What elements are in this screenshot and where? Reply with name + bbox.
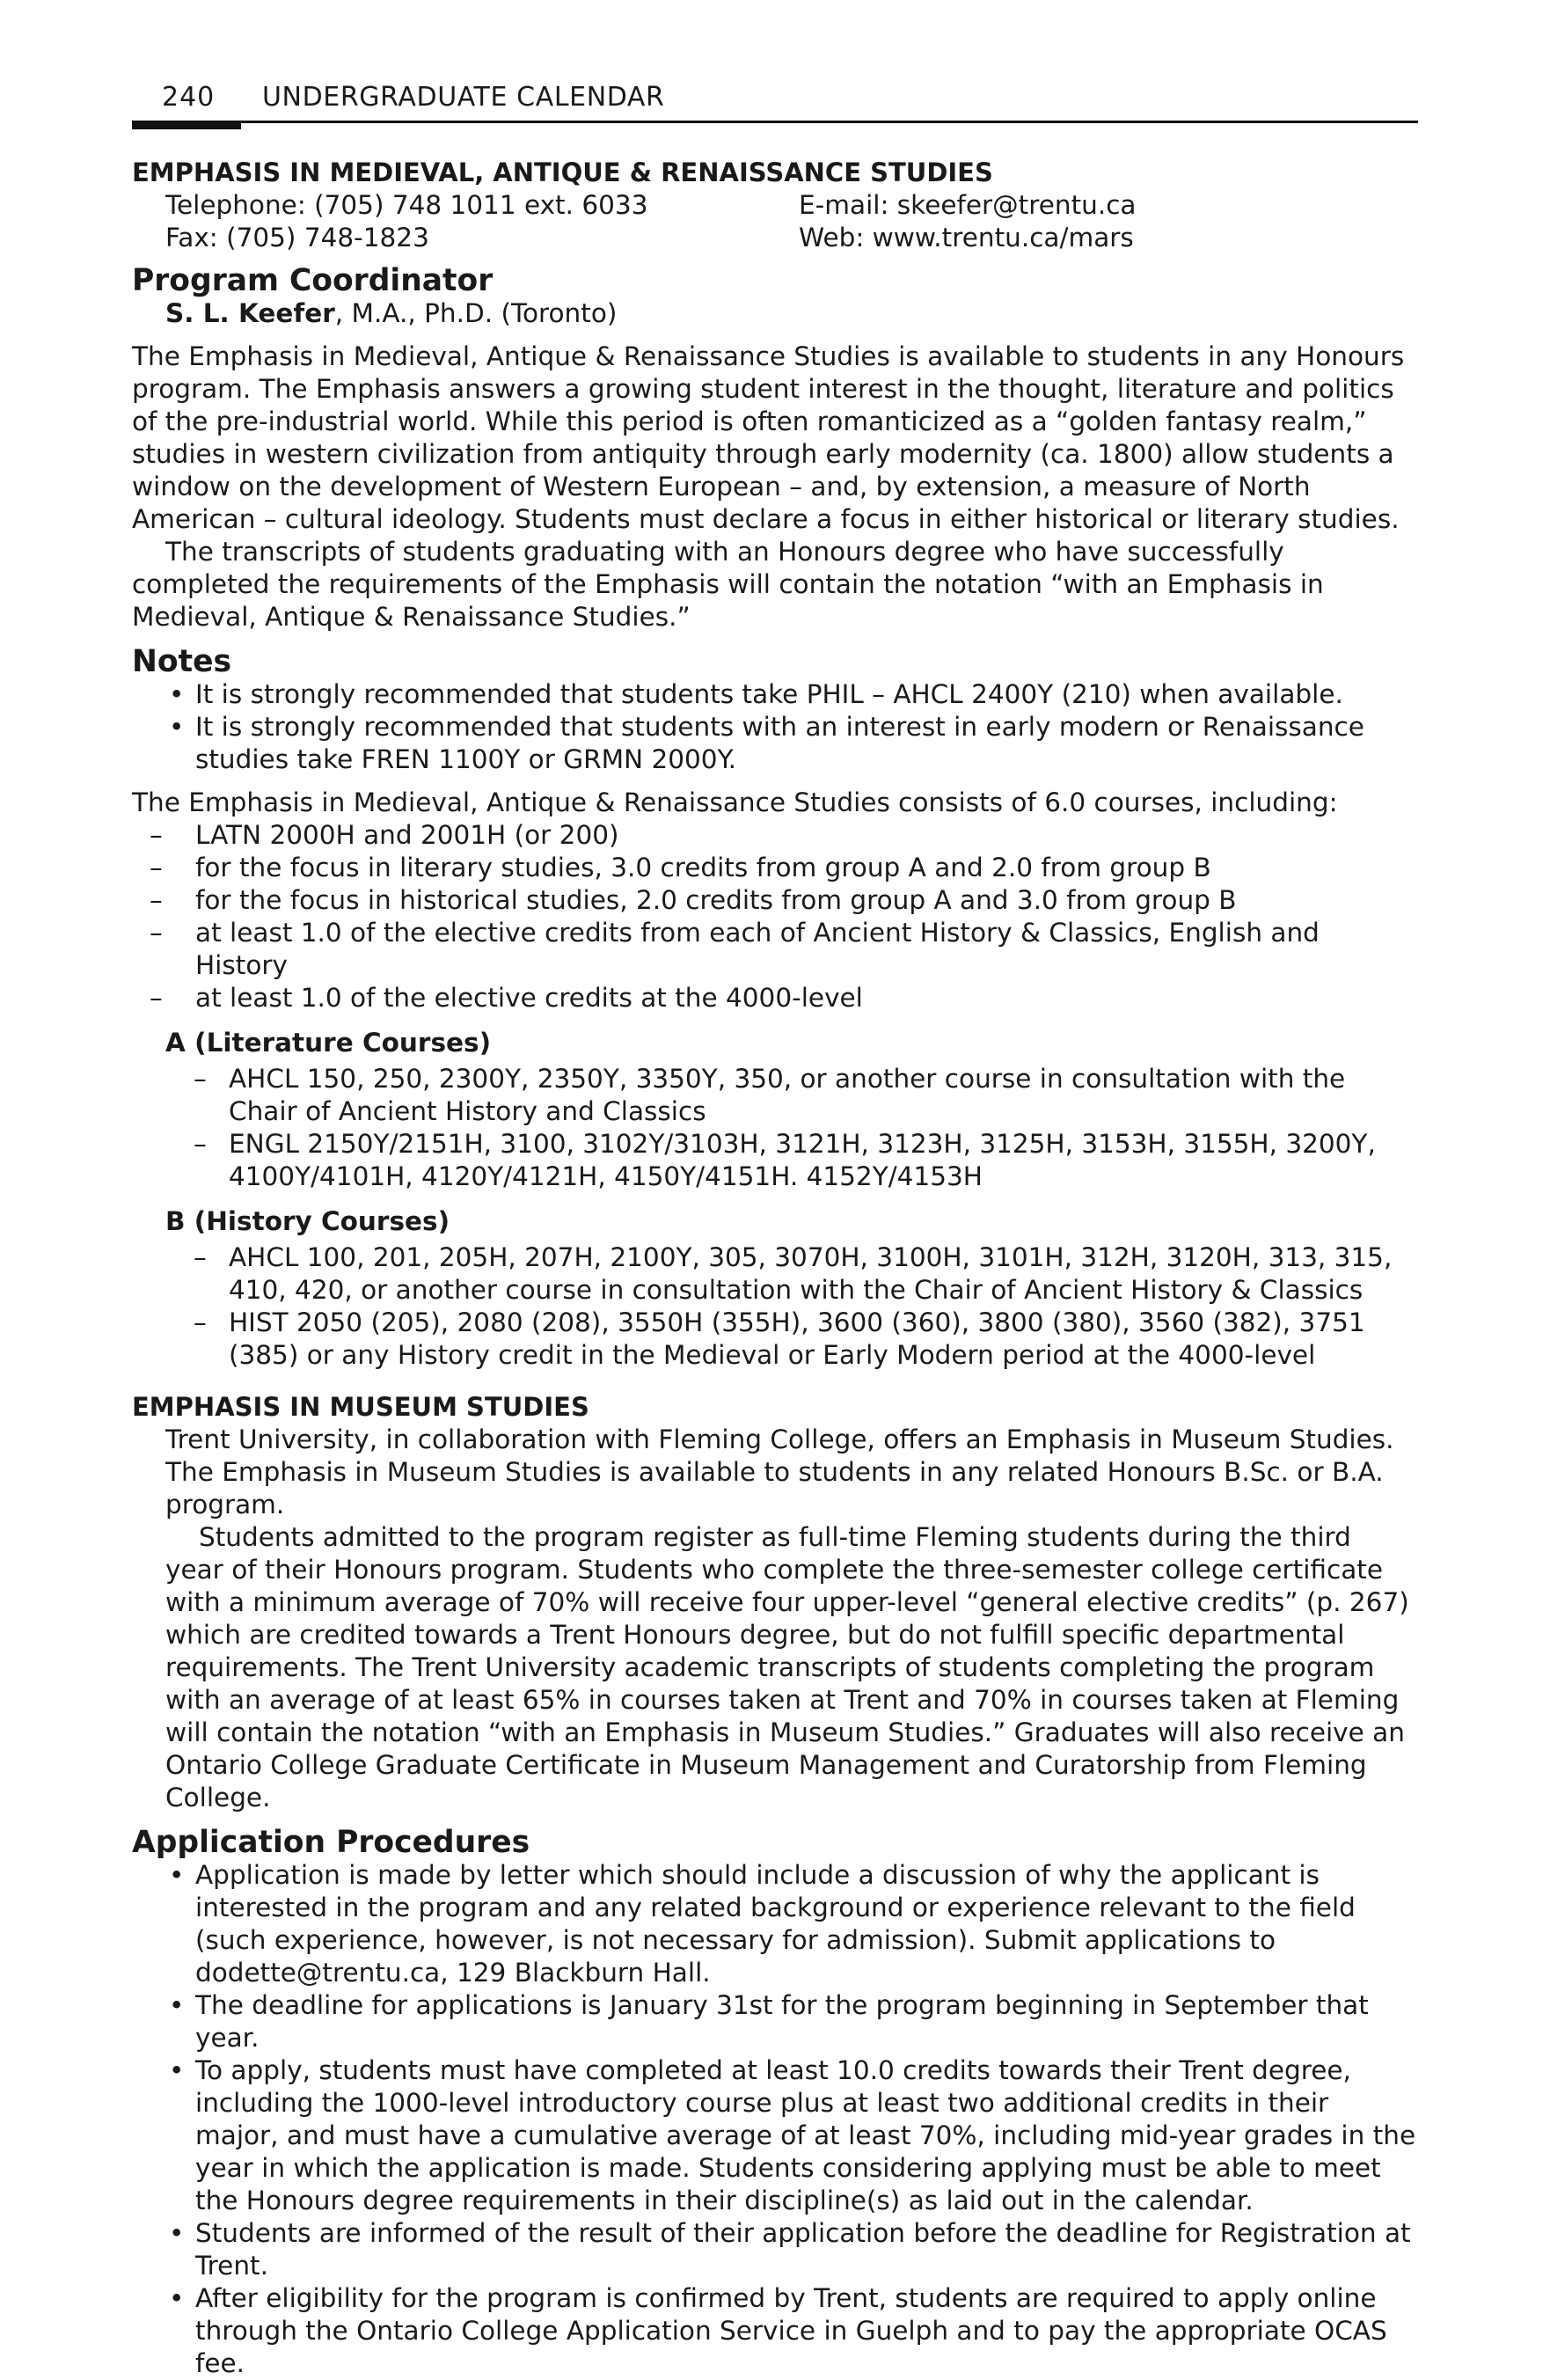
dash-icon: – [150,983,163,1013]
list-item: • It is strongly recommended that students with an interest in early modern or Renaissance studies take FREN 1100Y or GRMN 2000Y. [169,712,1364,774]
list-item: – at least 1.0 of the elective credits from each of Ancient History & Classics, English and History [150,918,1320,980]
museum-title: EMPHASIS IN MUSEUM STUDIES [132,1392,589,1422]
coordinator [132,297,1416,330]
group-b-heading: B (History Courses) [165,1206,450,1236]
list-item: – for the focus in historical studies, 2.0 credits from group A and 3.0 from group B [150,885,1237,915]
mars-transcript-paragraph: The transcripts of students graduating with an Honours degree who have successfully completed the requirements of the Emphasis will contain the notation “with an Emphasis in Medieval, Antique & Renaissance Studies.” [132,537,1324,632]
mars-telephone: Telephone: (705) 748 1011 ext. 6033 [165,190,648,220]
consists-intro: The Emphasis in Medieval, Antique & Renaissance Studies consists of 6.0 courses, including: [132,787,1338,817]
list-item: • After eligibility for the program is confirmed by Trent, students are required to apply online through the Ontario College Application Service in Guelph and to pay the appropriate OCAS fee. [169,2283,1387,2378]
museum-details-paragraph: Students admitted to the program register as full-time Fleming students during the third year of their Honours program. Students who complete the three-semester college certificate with a minimum average of 70% will receive four upper-level “general elective credits” (p. 267) which are credited towards a Trent Honours degree, but do not fulfill specific departmental requirements. The Trent University academic transcripts of students completing the program with an average of at least 65% in courses taken at Trent and 70% in courses taken at Fleming will contain the notation “with an Emphasis in Museum Studies.” Graduates will also receive an Ontario College Graduate Certificate in Museum Management and Curatorship from Fleming College. [165,1522,1409,1812]
list-item: – HIST 2050 (205), 2080 (208), 3550H (355H), 3600 (360), 3800 (380), 3560 (382), 3751 (385) or any History credit in the Medieval or Early Modern period at the 4000-level [194,1307,1365,1370]
notes-list [132,678,1416,776]
requirements-list [132,819,1416,1014]
bullet-icon: • [169,1860,185,1890]
coordinator-name: S. L. Keefer [165,298,335,328]
mars-intro-paragraph: The Emphasis in Medieval, Antique & Renaissance Studies is available to students in any Honours program. The Emphasis answers a growing student interest in the thought, literature and politics of the pre-industrial world. While this period is often romanticized as a “golden fantasy realm,” studies in western civilization from antiquity through early modernity (ca. 1800) allow students a window on the development of Western European – and, by extension, a measure of North American – cultural ideology. Students must declare a focus in either historical or literary studies. [132,341,1405,534]
list-item: – AHCL 150, 250, 2300Y, 2350Y, 3350Y, 350, or another course in consultation with the Chair of Ancient History and Classics [194,1064,1346,1126]
list-item: – for the focus in literary studies, 3.0 credits from group A and 2.0 from group B [150,853,1211,882]
list-item: – at least 1.0 of the elective credits at the 4000-level [150,983,863,1013]
bullet-icon: • [169,2218,185,2248]
mars-web: Web: www.trentu.ca/mars [799,223,1134,253]
procedures-heading: Application Procedures [132,1825,530,1860]
mars-section [132,157,1416,1372]
mars-email: E-mail: skeefer@trentu.ca [799,190,1137,220]
list-item: – LATN 2000H and 2001H (or 200) [150,820,619,850]
dash-icon: – [150,885,163,915]
bullet-icon: • [169,2055,185,2085]
dash-icon: – [194,1242,207,1272]
page-content [132,157,1416,2380]
list-item: • Students are informed of the result of their application before the deadline for Registration at Trent. [169,2218,1411,2281]
museum-intro-paragraph: Trent University, in collaboration with Fleming College, offers an Emphasis in Museum Studies. The Emphasis in Museum Studies is available to students in any related Honours B.Sc. or B.A. program. [165,1424,1394,1520]
group-a-heading: A (Literature Courses) [165,1028,492,1058]
list-item: • To apply, students must have completed at least 10.0 credits towards their Trent degree, including the 1000-level introductory course plus at least two additional credits in their major, and must have a cumulative average of at least 70%, including mid-year grades in the year in which the application is made. Students considering applying must be able to meet the Honours degree requirements in their discipline(s) as laid out in the calendar. [169,2055,1416,2215]
group-a-list [132,1063,1416,1193]
dash-icon: – [150,820,163,850]
list-item: – ENGL 2150Y/2151H, 3100, 3102Y/3103H, 3121H, 3123H, 3125H, 3153H, 3155H, 3200Y, 4100Y/4101H, 4120Y/4121H, 4150Y/4151H. 4152Y/4153H [194,1129,1376,1191]
page-header [132,81,1418,132]
dash-icon: – [194,1064,207,1094]
bullet-icon: • [169,679,185,709]
page-number: 240 [162,82,216,113]
notes-heading: Notes [132,644,232,679]
museum-section [132,1391,1416,2380]
dash-icon: – [150,918,163,948]
list-item: • Application is made by letter which should include a discussion of why the applicant is interested in the program and any related background or experience relevant to the field (such experience, however, is not necessary for admission). Submit applications to dodette@trentu.ca, 129 Blackburn Hall. [169,1860,1356,1988]
list-item: – AHCL 100, 201, 205H, 207H, 2100Y, 305, 3070H, 3100H, 3101H, 312H, 3120H, 313, 315, 410, 420, or another course in consultation with the Chair of Ancient History & Classics [194,1242,1393,1305]
running-title: UNDERGRADUATE CALENDAR [262,82,665,113]
dash-icon: – [194,1129,207,1159]
group-b-list [132,1241,1416,1372]
coordinator-credentials: , M.A., Ph.D. (Toronto) [334,298,618,328]
mars-title: EMPHASIS IN MEDIEVAL, ANTIQUE & RENAISSANCE STUDIES [132,157,993,187]
list-item: • It is strongly recommended that students take PHIL – AHCL 2400Y (210) when available. [169,679,1343,709]
bullet-icon: • [169,1990,185,2020]
bullet-icon: • [169,2283,185,2313]
mars-contact [132,189,1416,254]
coordinator-heading: Program Coordinator [132,263,494,298]
dash-icon: – [194,1307,207,1337]
mars-fax: Fax: (705) 748-1823 [165,223,429,253]
bullet-icon: • [169,712,185,742]
header-rule-tab [132,121,241,129]
dash-icon: – [150,853,163,882]
header-rule [132,121,1418,123]
list-item: • The deadline for applications is January 31st for the program beginning in September that year. [169,1990,1369,2053]
procedures-list [132,1859,1416,2380]
